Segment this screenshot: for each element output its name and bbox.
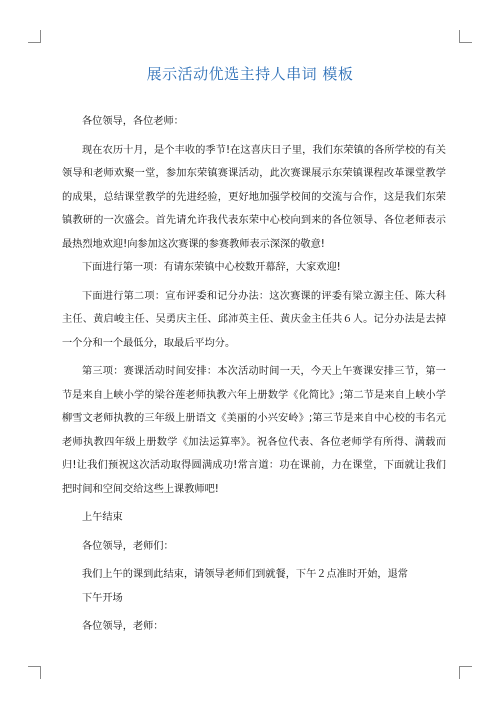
- item-two-paragraph: 下面进行第二项：宣布评委和记分办法：这次赛课的评委有梁立源主任、陈大科主任、黄启峻主任、吴勇庆主任、邱沛英主任、黄庆金主任共６人。记分办法是去掉一个分和一个最低分，取最后平均分。: [62, 290, 446, 349]
- morning-end-greeting: 各位领导，老师们：: [82, 540, 174, 552]
- document-body: [62, 110, 446, 639]
- morning-end-paragraph: 我们上午的课到此结束，请领导老师们到就餐，下午２点准时开始，退常: [82, 569, 408, 580]
- crop-mark-top-left: [28, 30, 41, 43]
- crop-mark-bottom-left: [28, 666, 41, 679]
- afternoon-start-heading: 下午开场: [82, 592, 123, 604]
- crop-mark-bottom-right: [459, 666, 472, 679]
- opening-paragraph: 现在农历十月，是个丰收的季节!在这喜庆日子里，我们东荣镇的各所学校的有关领导和老师欢聚一堂，参加东荣镇赛课活动，此次赛课展示东荣镇课程改革课堂教学的成果，总结课堂教学的先进经验，更好地加强学校间的交流与合作，这是我们东荣镇教研的一次盛会。首先请允许我代表东荣中心校向到来的各位领导、各位老师表示最热烈地欢迎!向参加这次赛课的参赛教师表示深深的敬意!: [62, 144, 446, 250]
- crop-mark-top-right: [459, 30, 472, 43]
- afternoon-greeting: 各位领导，老师：: [82, 621, 164, 632]
- item-three-paragraph: 第三项：赛课活动时间安排：本次活动时间一天，今天上午赛课安排三节，第一节是来自上峡小学的梁谷莲老师执教六年上册数学《化简比》;第二节是来自上峡小学柳雪文老师执教的三年级上册语文《美丽的小兴安岭》;第三节是来自中心校的韦名元老师执教四年级上册数学《加法运算率》。祝各位代表、各位老师学有所得、满载而归!让我们预祝这次活动取得圆满成功!常言道：功在课前，力在课堂，下面就让我们把时间和空间交给这些上课教师吧!: [62, 366, 446, 495]
- greeting-paragraph: 各位领导，各位老师：: [82, 116, 184, 127]
- document-title: 展示活动优选主持人串词 模板: [146, 65, 354, 83]
- morning-end-heading: 上午结束: [82, 512, 123, 523]
- item-one-paragraph: 下面进行第一项：有请东荣镇中心校数开幕辞，大家欢迎!: [82, 262, 341, 273]
